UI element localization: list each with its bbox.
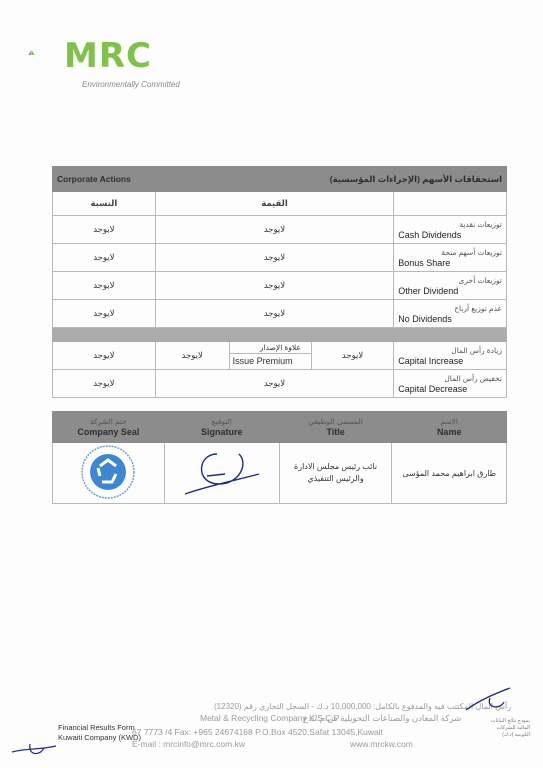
corporate-actions-table bbox=[52, 166, 507, 398]
company-seal-icon bbox=[72, 444, 144, 500]
section-divider bbox=[53, 328, 507, 342]
signature-table bbox=[52, 411, 507, 504]
signature-value-row bbox=[53, 443, 507, 504]
company-seal-cell bbox=[53, 443, 165, 504]
signature-header-row: ختم الشركة Company Seal التوقيع Signature المسمى الوظيفي Title الاسم Name bbox=[53, 412, 507, 443]
footer-website: www.mrckw.com bbox=[350, 739, 413, 749]
corporate-actions-header bbox=[53, 167, 507, 192]
footer-capital-line: رأس المال المكتتب فيه والمدفوع بالكامل: 10,000,000 د.ك - السجل التجاري رقم (12320) bbox=[214, 702, 512, 711]
handwritten-signature-icon bbox=[177, 444, 267, 500]
title-value: نائب رئيس مجلس الادارة والرئيس التنفيذي bbox=[279, 443, 392, 504]
footer-company-en: Metal & Recycling Company K.S.C.P bbox=[200, 713, 340, 723]
corner-signature-icon bbox=[10, 738, 60, 762]
table-row: لايوجد لايوجد توزيعات أخرى Other Dividend bbox=[53, 272, 507, 300]
signature-cell bbox=[164, 443, 279, 504]
col-ratio-header: النسبة bbox=[53, 192, 156, 216]
tagline: Environmentally Committed bbox=[82, 80, 180, 89]
footer-email: E-mail : mrcinfo@mrc.com.kw bbox=[132, 739, 245, 749]
corporate-actions-title-ar: استحقاقات الأسهم (الإجراءات المؤسسية) bbox=[229, 167, 506, 192]
table-row: لايوجد لايوجد توزيعات نقدية Cash Dividends bbox=[53, 216, 507, 244]
capital-increase-row: لايوجد لايوجد علاوة الإصدار Issue Premium لايوجد زيادة رأس المال Capital Increase bbox=[53, 342, 507, 370]
logo-text: MRC bbox=[64, 36, 152, 76]
mrc-logo-mark bbox=[28, 40, 68, 70]
column-header-row bbox=[53, 192, 507, 216]
name-value: طارق ابراهيم محمد المؤسى bbox=[392, 443, 507, 504]
footer-company-ar: شركة المعادن والصناعات التحويلية ش.م.ك.ع bbox=[303, 713, 462, 723]
table-row: لايوجد لايوجد عدم توزيع أرباح No Dividends bbox=[53, 300, 507, 328]
col-value-header: القيمة bbox=[155, 192, 393, 216]
capital-decrease-row: لايوجد لايوجد تخفيض رأس المال Capital Decrease bbox=[53, 370, 507, 398]
table-row: لايوجد لايوجد توزيعات أسهم منحة Bonus Share bbox=[53, 244, 507, 272]
issue-premium-cell: علاوة الإصدار Issue Premium bbox=[230, 342, 312, 369]
form-label: Financial Results Form Kuwaiti Company (KWD) bbox=[58, 723, 141, 742]
ministry-note: نموذج نتائج البيانات المالية للشركات الكويتية (د.ك) bbox=[490, 718, 530, 738]
footer-contact: 67 7773 /4 Fax: +965 24674168 P.O.Box 4520,Safat 13045,Kuwait bbox=[132, 727, 384, 737]
initials-signature-icon bbox=[460, 680, 520, 720]
corporate-actions-title-en: Corporate Actions bbox=[53, 167, 230, 192]
